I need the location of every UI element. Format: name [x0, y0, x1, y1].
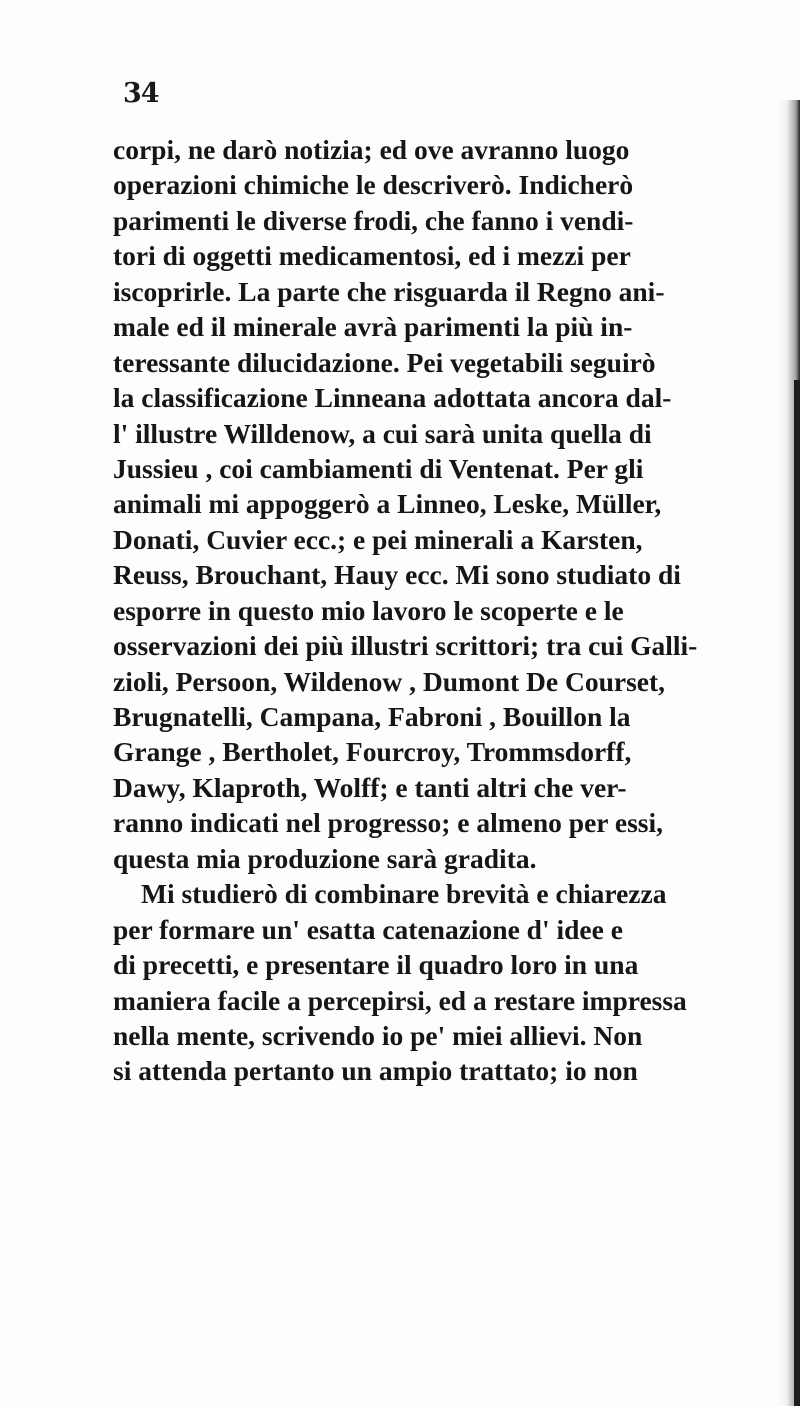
- text-line: zioli, Persoon, Wildenow , Dumont De Courset,: [113, 665, 666, 697]
- text-line: male ed il minerale avrà parimenti la più in-: [113, 311, 633, 343]
- text-line: tori di oggetti medicamentosi, ed i mezzi per: [113, 240, 631, 272]
- text-line: si attenda pertanto un ampio trattato; io non: [113, 1055, 638, 1087]
- page-number: 34: [123, 78, 159, 109]
- text-line: l' illustre Willdenow, a cui sarà unita quella di: [113, 417, 652, 449]
- body-text: [113, 132, 800, 1089]
- text-line: Grange , Bertholet, Fourcroy, Trommsdorff,: [113, 736, 632, 768]
- text-line: la classificazione Linneana adottata ancora dal-: [113, 382, 672, 414]
- text-line: Brugnatelli, Campana, Fabroni , Bouillon la: [113, 701, 631, 732]
- text-line: Jussieu , coi cambiamenti di Ventenat. Per gli: [113, 452, 644, 484]
- text-line: di precetti, e presentare il quadro loro in una: [113, 949, 639, 981]
- paragraph-start-line: Mi studierò di combinare brevità e chiarezza: [141, 878, 667, 910]
- text-line: osservazioni dei più illustri scrittori; tra cui Galli-: [113, 630, 698, 662]
- text-line: per formare un' esatta catenazione d' idee e: [113, 913, 623, 945]
- text-line: teressante dilucidazione. Pei vegetabili seguirò: [113, 346, 656, 378]
- text-line: Dawy, Klaproth, Wolff; e tanti altri che ver-: [113, 771, 627, 803]
- text-line: esporre in questo mio lavoro le scoperte e le: [113, 594, 624, 626]
- text-line: Reuss, Brouchant, Hauy ecc. Mi sono studiato di: [113, 559, 681, 591]
- text-line: corpi, ne darò notizia; ed ove avranno luogo: [113, 134, 630, 165]
- text-line: operazioni chimiche le descriverò. Indicherò: [113, 169, 634, 201]
- text-line: nella mente, scrivendo io pe' miei allievi. Non: [113, 1019, 643, 1051]
- text-line: questa mia produzione sarà gradita.: [113, 842, 537, 874]
- text-line: ranno indicati nel progresso; e almeno per essi,: [113, 807, 663, 839]
- text-line: animali mi appoggerò a Linneo, Leske, Müller,: [113, 488, 662, 520]
- text-line: parimenti le diverse frodi, che fanno i vendi-: [113, 204, 634, 236]
- text-line: maniera facile a percepirsi, ed a restare impressa: [113, 984, 687, 1016]
- text-line: iscoprirle. La parte che risguarda il Regno ani-: [113, 275, 665, 307]
- text-line: Donati, Cuvier ecc.; e pei minerali a Karsten,: [113, 523, 643, 555]
